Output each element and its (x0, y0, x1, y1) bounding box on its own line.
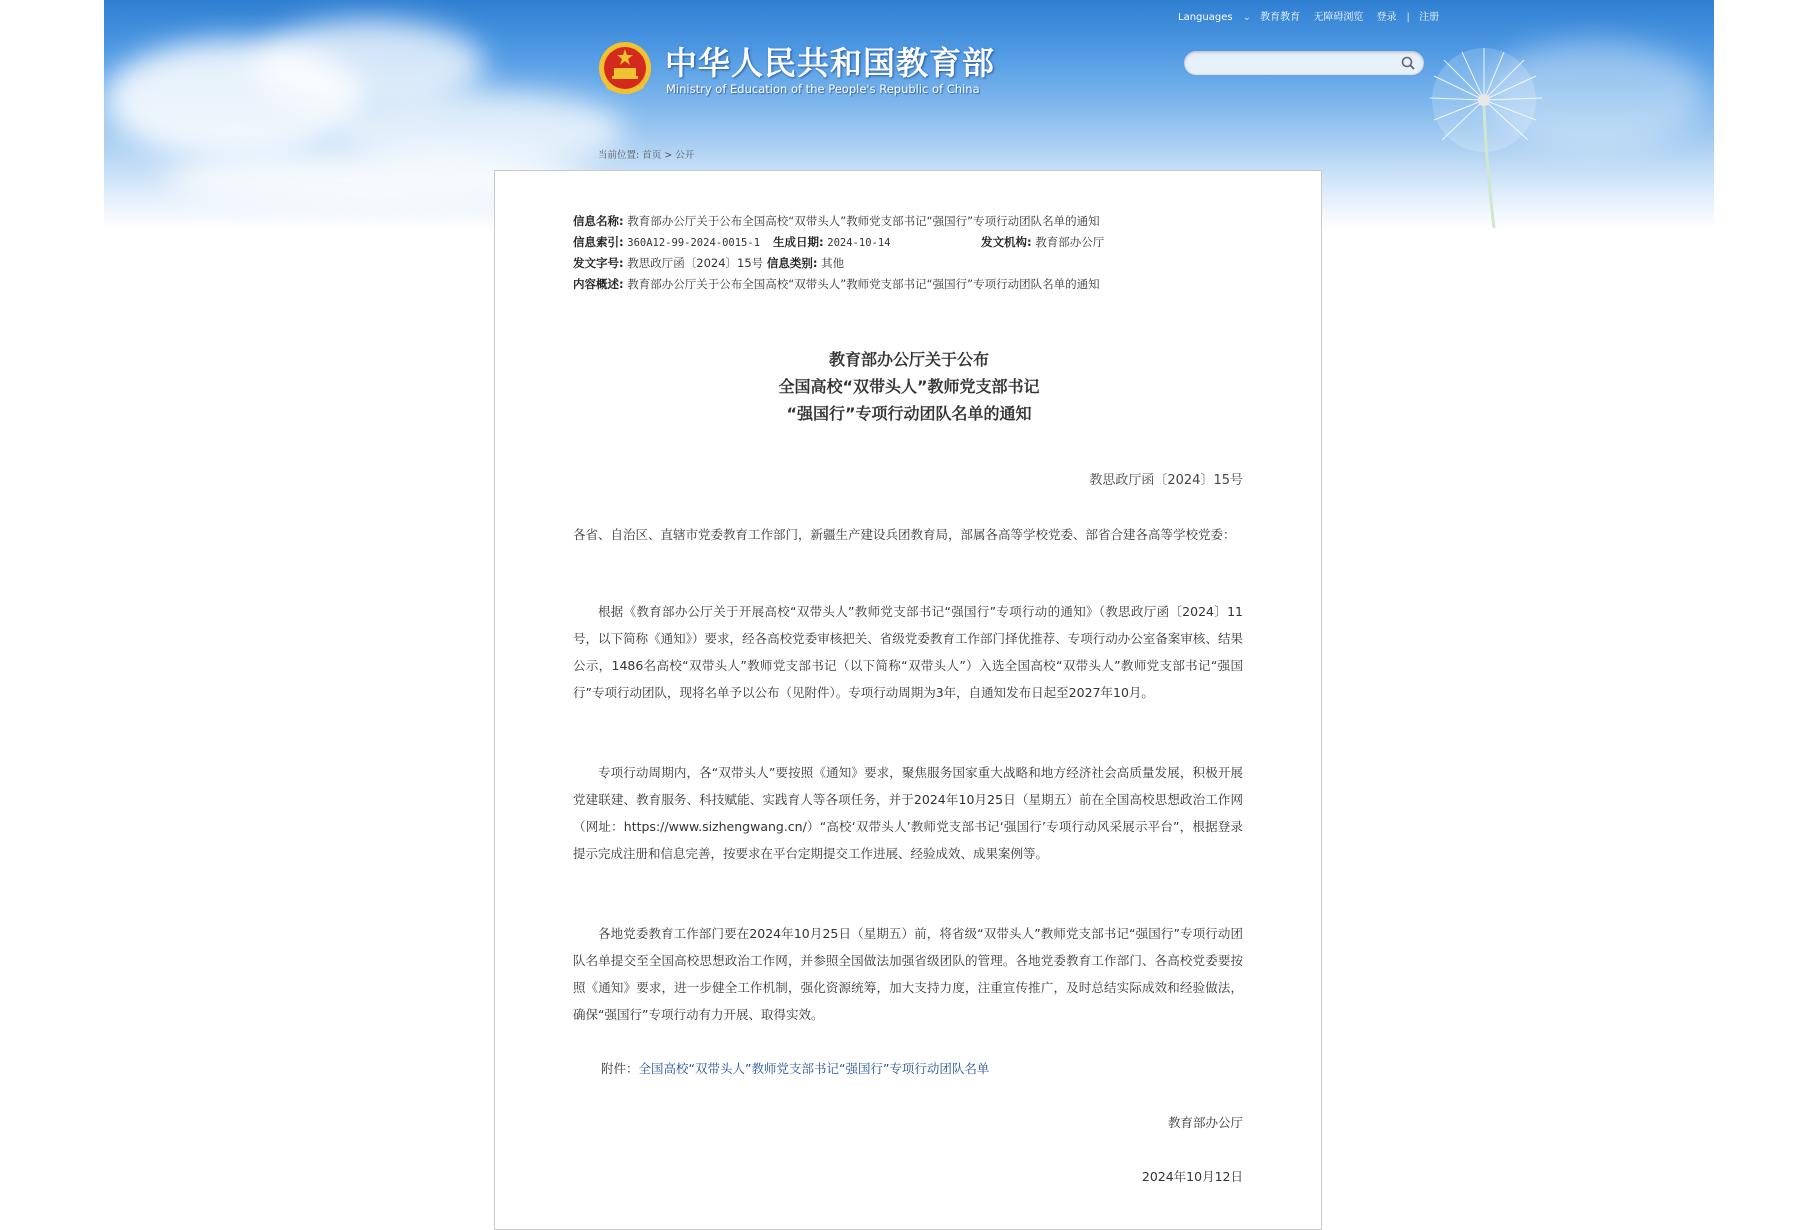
meta-row-summary (573, 274, 1173, 295)
site-subtitle: Ministry of Education of the People's Republic of China (666, 82, 980, 96)
meta-summary-value: 教育部办公厅关于公布全国高校“双带头人”教师党支部书记“强国行”专项行动团队名单的通知 (627, 277, 1100, 291)
meta-docno-value: 教思政厅函〔2024〕15号 (627, 256, 764, 270)
chevron-down-icon: ⌄ (1242, 12, 1251, 23)
national-emblem-icon[interactable] (597, 40, 653, 100)
breadcrumb-separator: > (664, 150, 673, 161)
meta-date-value: 2024-10-14 (827, 237, 891, 249)
document-title-line: 全国高校“双带头人”教师党支部书记 (778, 377, 1040, 396)
meta-org-value: 教育部办公厅 (1035, 235, 1105, 249)
meta-summary-label: 内容概述: (573, 277, 624, 291)
attachment-label: 附件： (601, 1061, 639, 1076)
search-input[interactable] (1196, 54, 1390, 74)
document-title (495, 346, 1323, 427)
register-link[interactable]: 注册 (1419, 12, 1440, 23)
languages-link[interactable]: Languages (1178, 12, 1233, 23)
body-paragraph: 专项行动周期内，各“双带头人”要按照《通知》要求，聚焦服务国家重大战略和地方经济社会高质量发展，积极开展党建联建、教育服务、科技赋能、实践育人等各项任务，并于2024年10月25日（星期五）前在全国高校思想政治工作网（网址：https://www.sizhengwang.cn/）“高校‘双带头人’教师党支部书记‘强国行’专项行动风采展示平台”，根据登录提示完成注册和信息完善，按要求在平台定期提交工作进展、经验成效、成果案例等。 (573, 765, 1243, 861)
meta-org-label: 发文机构: (981, 235, 1032, 249)
meta-category-label: 信息类别: (766, 256, 818, 270)
salutation: 各省、自治区、直辖市党委教育工作部门，新疆生产建设兵团教育局，部属各高等学校党委、部省合建各高等学校党委： (573, 527, 1236, 542)
link-separator: | (1406, 12, 1410, 23)
body-paragraph: 根据《教育部办公厅关于开展高校“双带头人”教师党支部书记“强国行”专项行动的通知》（教思政厅函〔2024〕11号，以下简称《通知》）要求，经各高校党委审核把关、省级党委教育工作部门择优推荐、专项行动办公室备案审核、结果公示，1486名高校“双带头人”教师党支部书记（以下简称“双带头人”）入选全国高校“双带头人”教师党支部书记“强国行”专项行动团队，现将名单予以公布（见附件）。专项行动周期为3年，自通知发布日起至2027年10月。 (573, 604, 1243, 700)
info-meta-table (573, 211, 1173, 295)
document-title-line: “强国行”专项行动团队名单的通知 (786, 404, 1032, 423)
meta-category-value: 其他 (821, 256, 845, 270)
meta-name-label: 信息名称: (573, 214, 624, 228)
breadcrumb (598, 147, 694, 161)
document-title-line: 教育部办公厅关于公布 (828, 350, 989, 369)
edu-news-link[interactable]: 教育教育 (1260, 12, 1301, 23)
search-box (1184, 51, 1424, 75)
meta-row-name (573, 211, 1173, 232)
login-link[interactable]: 登录 (1376, 12, 1397, 23)
dandelion-decoration (1424, 40, 1554, 230)
document-number: 教思政厅函〔2024〕15号 (1089, 473, 1243, 488)
breadcrumb-home[interactable]: 首页 (642, 150, 662, 161)
issue-date: 2024年10月12日 (1141, 1169, 1243, 1184)
meta-row-docno (573, 253, 1173, 274)
meta-name-value: 教育部办公厅关于公布全国高校“双带头人”教师党支部书记“强国行”专项行动团队名单的通知 (627, 214, 1100, 228)
meta-row-index (573, 232, 1173, 253)
attachment-link[interactable]: 全国高校“双带头人”教师党支部书记“强国行”专项行动团队名单 (638, 1061, 990, 1076)
article-container (494, 170, 1322, 1230)
meta-index-label: 信息索引: (573, 235, 624, 249)
meta-docno-label: 发文字号: (573, 256, 624, 270)
meta-date-label: 生成日期: (773, 235, 824, 249)
search-icon[interactable] (1400, 55, 1416, 71)
attachment (601, 1059, 989, 1077)
signature: 教育部办公厅 (1167, 1115, 1243, 1130)
site-title[interactable]: 中华人民共和国教育部 (665, 44, 996, 82)
accessibility-link[interactable]: 无障碍浏览 (1313, 12, 1364, 23)
body-paragraph: 各地党委教育工作部门要在2024年10月25日（星期五）前，将省级“双带头人”教师党支部书记“强国行”专项行动团队名单提交至全国高校思想政治工作网，并参照全国做法加强省级团队的管理。各地党委教育工作部门、各高校党委要按照《通知》要求，进一步健全工作机制，强化资源统筹，加大支持力度，注重宣传推广，及时总结实际成效和经验做法，确保“强国行”专项行动有力开展、取得实效。 (573, 926, 1243, 1022)
top-links (1178, 8, 1449, 23)
meta-index-value: 360A12-99-2024-0015-1 (627, 237, 761, 249)
breadcrumb-prefix: 当前位置: (598, 150, 640, 161)
breadcrumb-current[interactable]: 公开 (675, 150, 695, 161)
